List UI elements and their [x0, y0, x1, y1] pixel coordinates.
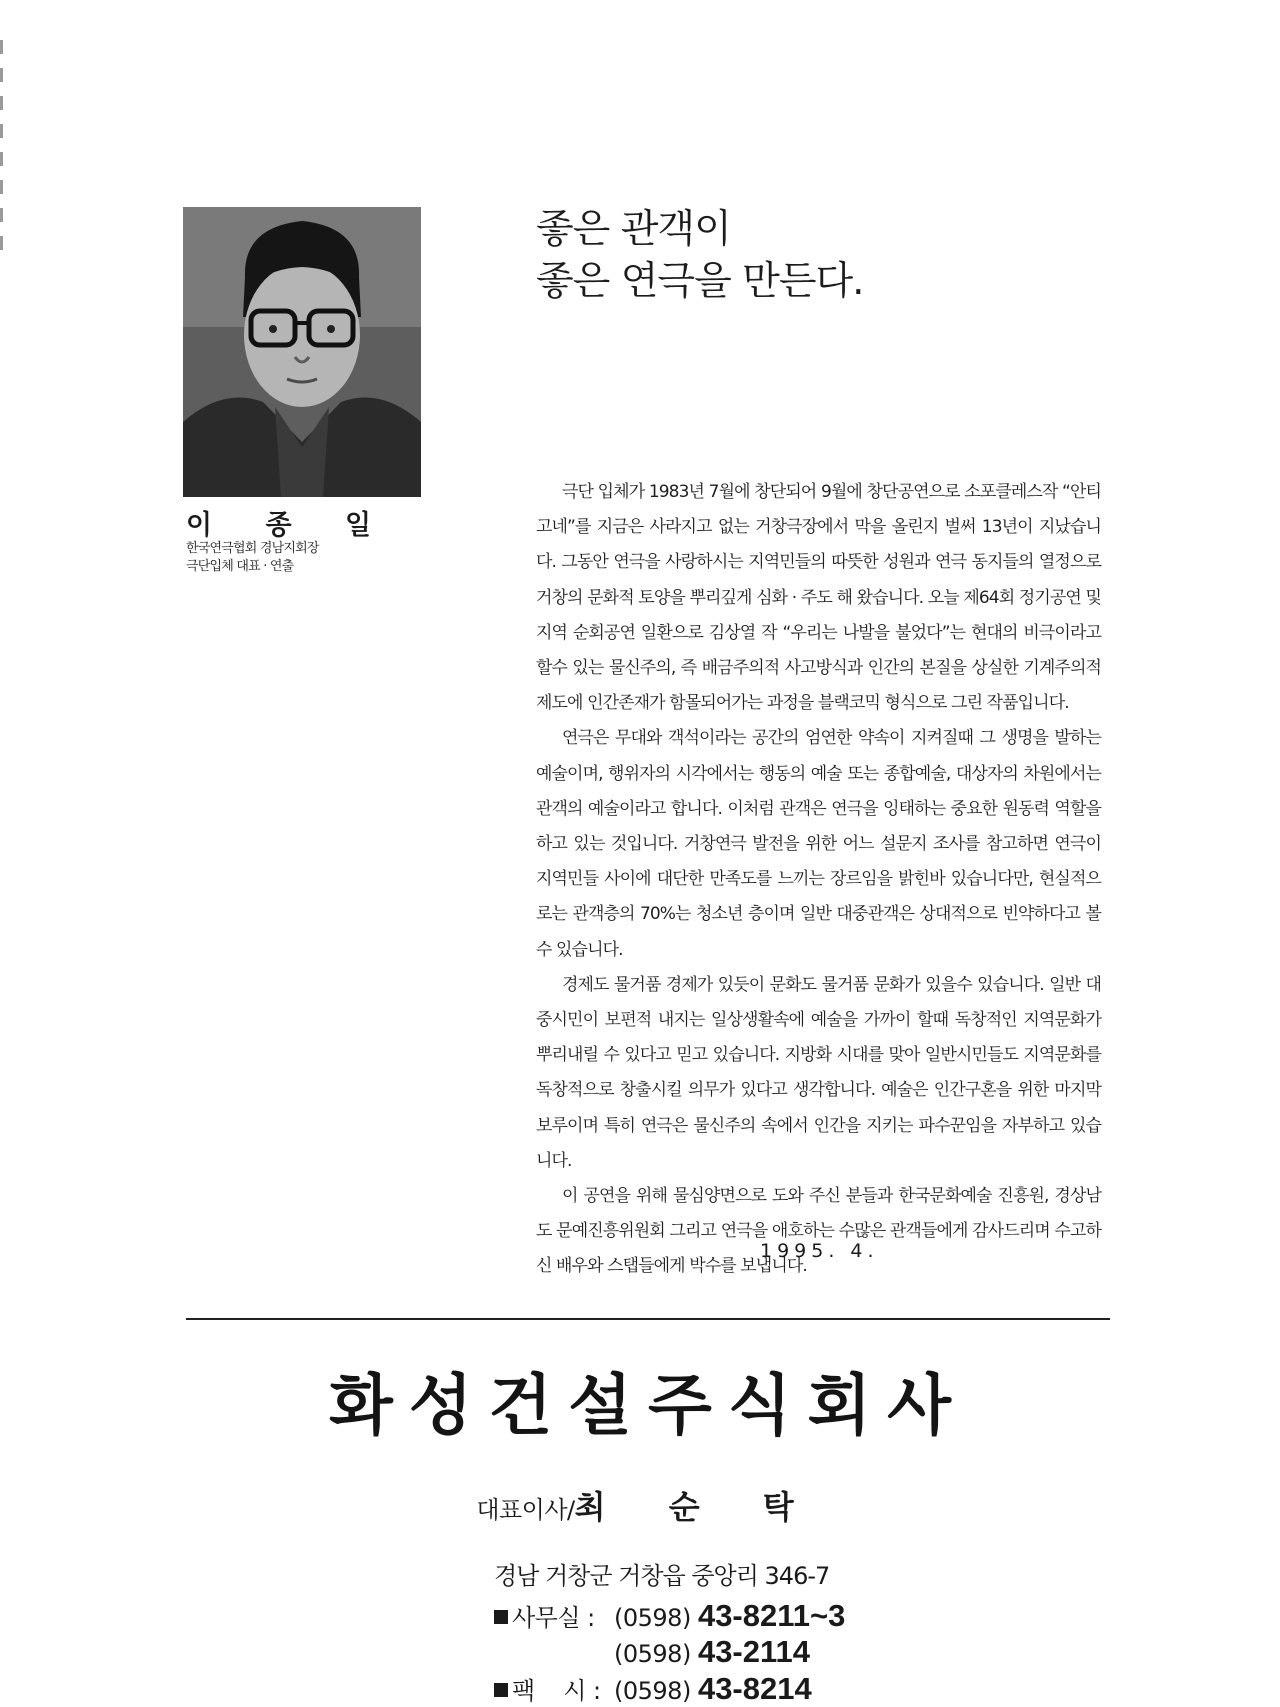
author-title-2: 극단입체 대표 · 연출 — [186, 559, 294, 574]
article-headline — [536, 204, 1096, 308]
office-phone-line-1 — [494, 1598, 1094, 1634]
office-number-1: 43-8211~3 — [697, 1598, 846, 1633]
representative-name: 최 순 탁 — [574, 1488, 820, 1526]
fax-label: 팩 시 : — [512, 1677, 601, 1705]
office-area-code-1: (0598) — [614, 1604, 691, 1632]
author-title-1: 한국연극협회 경남지회장 — [186, 541, 319, 556]
headline-line-2: 좋은 연극을 만든다. — [536, 259, 864, 304]
body-paragraph-4: 이 공연을 위해 물심양면으로 도와 주신 분들과 한국문화예술 진흥원, 경상남도 문예진흥위원회 그리고 연극을 애호하는 수많은 관객들에게 감사드리며 수고하신 배우와 스탭들에게 박수를 보냅니다. — [536, 1186, 1101, 1277]
office-area-code-2: (0598) — [614, 1640, 691, 1668]
office-phone-line-2 — [494, 1634, 1094, 1670]
headline-line-1: 좋은 관객이 — [536, 207, 731, 252]
office-number-2: 43-2114 — [697, 1634, 811, 1669]
fax-line — [494, 1671, 1094, 1707]
body-paragraph-3: 경제도 물거품 경제가 있듯이 문화도 물거품 문화가 있을수 있습니다. 일반 대중시민이 보편적 내지는 일상생활속에 예술을 가까이 할때 독창적인 지역문화가 뿌리내릴 수 있다고 믿고 있습니다. 지방화 시대를 맞아 일반시민들도 지역문화를 독창적으로 창출시킬 의무가 있다고 생각합니다. 예술은 인간구혼을 위한 마지막 보루이며 특히 연극은 물신주의 속에서 인간을 지키는 파수꾼임을 자부하고 있습니다. — [536, 974, 1101, 1171]
fax-number: 43-8214 — [697, 1671, 812, 1706]
fax-area-code: (0598) — [614, 1677, 691, 1705]
sponsor-address: 경남 거창군 거창읍 중앙리 346-7 — [494, 1562, 830, 1590]
author-portrait-photo — [183, 207, 421, 497]
representative-label: 대표이사/ — [476, 1496, 575, 1524]
bullet-square-icon — [494, 1610, 508, 1624]
article-body — [536, 475, 1101, 1285]
bullet-square-icon — [494, 1683, 508, 1697]
scan-edge-marks — [0, 40, 6, 264]
office-label: 사무실 : — [512, 1604, 595, 1632]
portrait-illustration — [183, 207, 421, 497]
sponsor-company-name: 화성건설주식회사 — [328, 1367, 968, 1444]
body-paragraph-2: 연극은 무대와 객석이라는 공간의 엄연한 약속이 지켜질때 그 생명을 발하는 예술이며, 행위자의 시각에서는 행동의 예술 또는 종합예술, 대상자의 차원에서는 관객의 예술이라고 합니다. 이처럼 관객은 연극을 잉태하는 중요한 원동력 역할을 하고 있는 것입니다. 거창연극 발전을 위한 어느 설문지 조사를 참고하면 연극이 지역민들 사이에 대단한 만족도를 느끼는 장르임을 밝힌바 있습니다만, 현실적으로는 관객층의 70%는 청소년 층이며 일반 대중관객은 상대적으로 빈약하다고 볼 수 있습니다. — [536, 728, 1101, 960]
body-paragraph-1: 극단 입체가 1983년 7월에 창단되어 9월에 창단공연으로 소포클레스작 “안티고네”를 지금은 사라지고 없는 거창극장에서 막을 올린지 벌써 13년이 지났습니다. 그동안 연극을 사랑하시는 지역민들의 따뜻한 성원과 연극 동지들의 열정으로 거창의 문화적 토양을 뿌리깊게 심화 · 주도 해 왔습니다. 오늘 제64회 정기공연 및 지역 순회공연 일환으로 김상열 작 “우리는 나발을 불었다”는 현대의 비극이라고 할수 있는 물신주의, 즉 배금주의적 사고방식과 인간의 본질을 상실한 기계주의적 제도에 인간존재가 함몰되어가는 과정을 블랙코믹 형식으로 그린 작품입니다. — [536, 482, 1101, 714]
article-date: 1995. 4. — [760, 1240, 879, 1262]
sponsor-representative — [186, 1482, 1110, 1528]
author-name: 이 종 일 — [186, 510, 394, 541]
section-divider — [186, 1318, 1110, 1320]
